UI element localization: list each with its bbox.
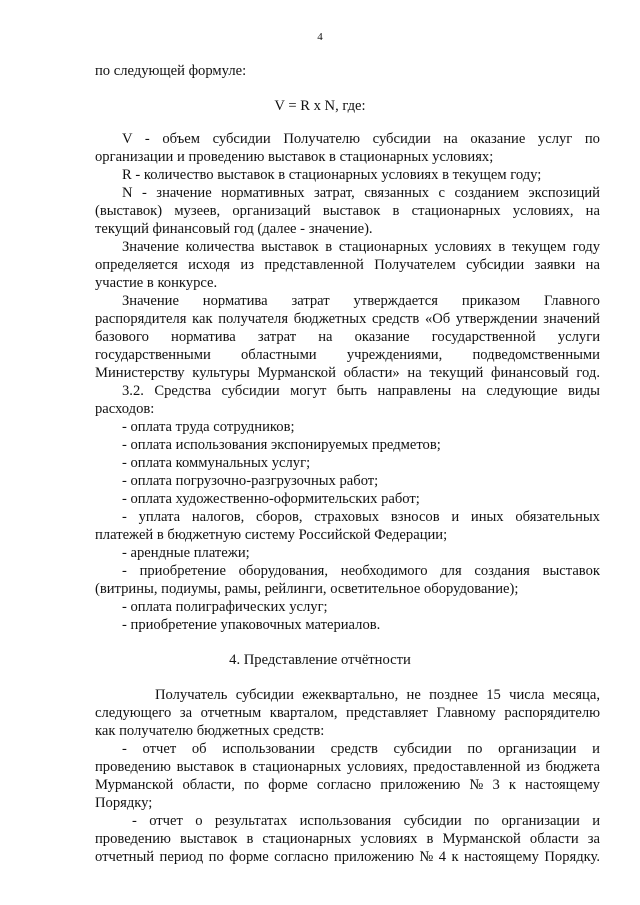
report-2-line-1: - отчет о результатах использования субсидии по организации и	[132, 813, 601, 829]
expense-item: - приобретение оборудования, необходимого для создания выставок	[122, 563, 600, 579]
section-4-intro-line-3: как получателю бюджетных средств:	[95, 723, 325, 739]
paragraph-norm-line-2: распорядителя как получателя бюджетных средств «Об утверждении значений	[95, 311, 600, 327]
section-4-intro-line-2: следующего за отчетным кварталом, представляет Главному распорядителю	[95, 705, 601, 721]
expense-item-continuation: платежей в бюджетную систему Российской Федерации;	[95, 527, 448, 543]
expense-item: - оплата труда сотрудников;	[122, 419, 295, 435]
report-1-line-4: Порядку;	[95, 795, 153, 811]
section-4-heading: 4. Представление отчётности	[229, 652, 411, 668]
definition-n-line-1: N - значение нормативных затрат, связанных с созданием экспозиций	[122, 185, 600, 201]
paragraph-norm-line-5: Министерству культуры Мурманской области» на текущий финансовый год.	[95, 365, 600, 381]
paragraph-norm-line-3: базового норматива затрат на оказание государственной услуги	[95, 329, 600, 345]
expense-item: - арендные платежи;	[122, 545, 250, 561]
section-4-intro-line-1: Получатель субсидии ежеквартально, не позднее 15 числа месяца,	[155, 687, 600, 703]
expense-item: - приобретение упаковочных материалов.	[122, 617, 381, 633]
definition-r: R - количество выставок в стационарных условиях в текущем году;	[122, 167, 542, 183]
definition-v-line-1: V - объем субсидии Получателю субсидии на оказание услуг по	[122, 131, 600, 147]
clause-3-2-line-2: расходов:	[95, 401, 155, 417]
paragraph-norm-line-4: государственными областными учреждениями, подведомственными	[95, 347, 600, 363]
clause-3-2-line-1: 3.2. Средства субсидии могут быть направлены на следующие виды	[122, 383, 600, 399]
report-2-line-3: отчетный период по форме согласно приложению № 4 к настоящему Порядку.	[95, 849, 600, 865]
expense-item: - оплата погрузочно-разгрузочных работ;	[122, 473, 379, 489]
paragraph-quantity-line-3: участие в конкурсе.	[95, 275, 218, 291]
report-2-line-2: проведению выставок в стационарных условиях в Мурманской области за	[95, 831, 600, 847]
definition-n-line-3: текущий финансовый год (далее - значение).	[95, 221, 373, 237]
paragraph-quantity-line-1: Значение количества выставок в стационарных условиях в текущем году	[122, 239, 600, 255]
expense-item: - оплата коммунальных услуг;	[122, 455, 311, 471]
definition-n-line-2: (выставок) музеев, организаций выставок в стационарных условиях, на	[95, 203, 600, 219]
paragraph-norm-line-1: Значение норматива затрат утверждается приказом Главного	[122, 293, 600, 309]
report-1-line-1: - отчет об использовании средств субсидии по организации и	[122, 741, 600, 757]
page-number: 4	[317, 31, 323, 43]
intro-text: по следующей формуле:	[95, 63, 247, 79]
definition-v-line-2: организации и проведению выставок в стационарных условиях;	[95, 149, 494, 165]
expense-item: - оплата использования экспонируемых предметов;	[122, 437, 441, 453]
report-1-line-2: проведению выставок в стационарных условиях, предоставленной из бюджета	[95, 759, 600, 775]
paragraph-quantity-line-2: определяется исходя из представленной Получателем субсидии заявки на	[95, 257, 600, 273]
expense-item: - оплата полиграфических услуг;	[122, 599, 328, 615]
formula: V = R x N, где:	[274, 98, 366, 114]
expense-item-continuation: (витрины, подиумы, рамы, рейлинги, осветительное оборудование);	[95, 581, 519, 597]
report-1-line-3: Мурманской области, по форме согласно приложению № 3 к настоящему	[95, 777, 600, 793]
expense-item: - уплата налогов, сборов, страховых взносов и иных обязательных	[122, 509, 600, 525]
expense-item: - оплата художественно-оформительских работ;	[122, 491, 420, 507]
